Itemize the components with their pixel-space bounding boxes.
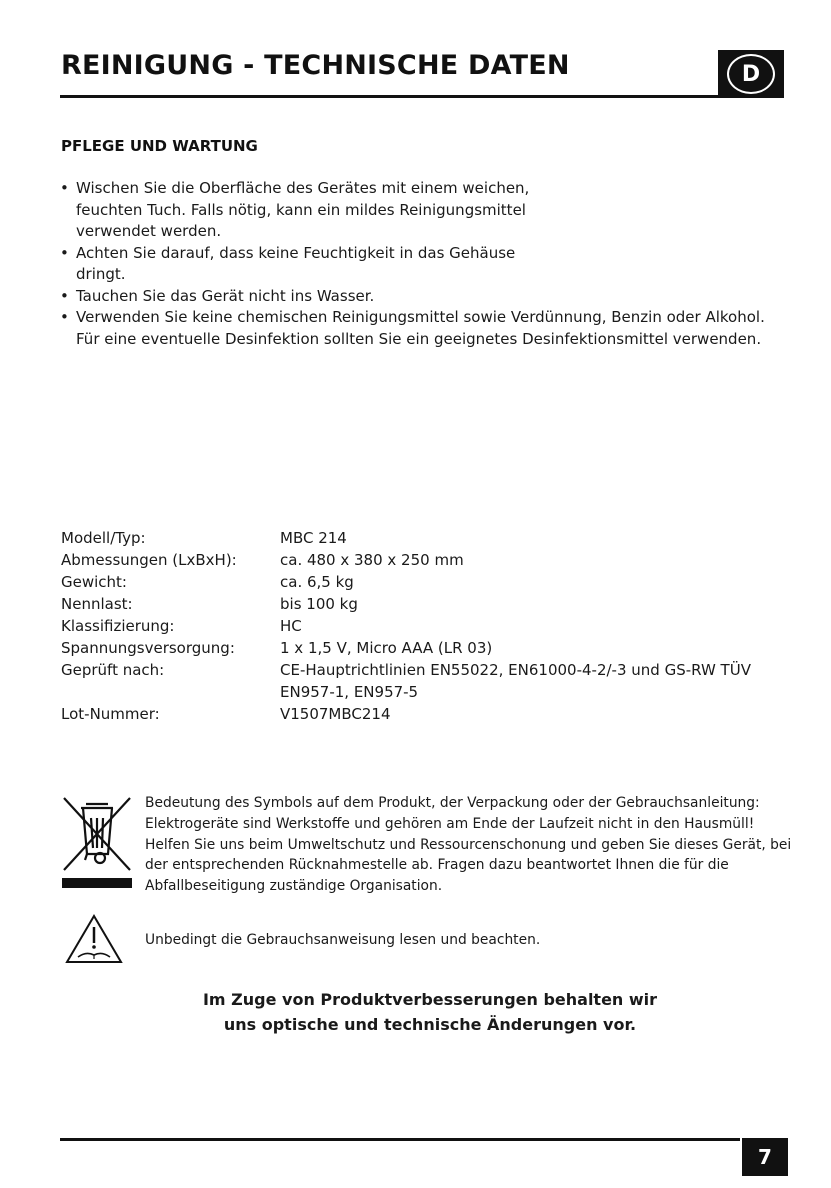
list-item: • Wischen Sie die Oberfläche des Gerätes mit einem weichen, feuchten Tuch. Falls nötig, kann ein mildes Reinigungsmittel verwendet werden. (60, 178, 546, 243)
page-title: REINIGUNG - TECHNISCHE DATEN (61, 50, 570, 81)
spec-value: bis 100 kg (280, 595, 358, 613)
spec-label: Modell/Typ: (61, 529, 146, 547)
spec-row (61, 549, 760, 571)
list-item: • Verwenden Sie keine chemischen Reinigungsmittel sowie Verdünnung, Benzin oder Alkohol. Für eine eventuelle Desinfektion sollten Sie ein geeignetes Desinfektionsmittel verwenden. (60, 307, 776, 350)
footer-divider (60, 1138, 740, 1141)
list-item: • Achten Sie darauf, dass keine Feuchtigkeit in das Gehäuse dringt. (60, 243, 536, 286)
read-manual-notice: Unbedingt die Gebrauchsanweisung lesen und beachten. (145, 932, 541, 948)
spec-value: CE-Hauptrichtlinien EN55022, EN61000-4-2/-3 und GS-RW TÜV EN957-1, EN957-5 (280, 661, 751, 701)
spec-value: V1507MBC214 (280, 705, 391, 723)
product-change-notice (150, 987, 710, 1037)
spec-label: Gewicht: (61, 573, 127, 591)
spec-row (61, 659, 760, 703)
technical-data-table (61, 527, 760, 725)
page-number: 7 (742, 1138, 788, 1176)
spec-row (61, 571, 760, 593)
language-badge (718, 50, 784, 98)
spec-label: Geprüft nach: (61, 661, 165, 679)
language-badge-label: D (727, 54, 775, 94)
care-instructions-list (60, 178, 780, 350)
spec-value: MBC 214 (280, 529, 347, 547)
spec-label: Klassifizierung: (61, 617, 175, 635)
spec-row (61, 527, 760, 549)
spec-value: 1 x 1,5 V, Micro AAA (LR 03) (280, 639, 493, 657)
disposal-notice: Bedeutung des Symbols auf dem Produkt, der Verpackung oder der Gebrauchsanleitung: Elektrogeräte sind Werkstoffe und gehören am Ende der Laufzeit nicht in den Hausmüll! Helfen Sie uns beim Umweltschutz und Ressourcenschonung und geben Sie dieses Gerät, bei der entsprechenden Rücknahmestelle ab. Fragen dazu beantwortet Ihnen die für die Abfallbeseitigung zuständige Organisation. (145, 795, 792, 895)
spec-row (61, 615, 760, 637)
notice-line: Im Zuge von Produktverbesserungen behalten wir (202, 990, 658, 1009)
spec-row (61, 593, 760, 615)
spec-value: ca. 480 x 380 x 250 mm (280, 551, 464, 569)
spec-label: Abmessungen (LxBxH): (61, 551, 237, 569)
spec-label: Nennlast: (61, 595, 133, 613)
spec-value: ca. 6,5 kg (280, 573, 354, 591)
care-heading: PFLEGE UND WARTUNG (61, 137, 258, 155)
warning-read-manual-icon (64, 913, 124, 965)
title-divider (60, 95, 720, 98)
list-item: • Tauchen Sie das Gerät nicht ins Wasser. (60, 286, 780, 308)
crossed-out-wheelie-bin-icon (60, 790, 134, 890)
spec-row (61, 703, 760, 725)
notice-line: uns optische und technische Änderungen vor. (223, 1015, 637, 1034)
spec-value: HC (280, 617, 302, 635)
spec-row (61, 637, 760, 659)
spec-label: Lot-Nummer: (61, 705, 160, 723)
spec-label: Spannungsversorgung: (61, 639, 235, 657)
